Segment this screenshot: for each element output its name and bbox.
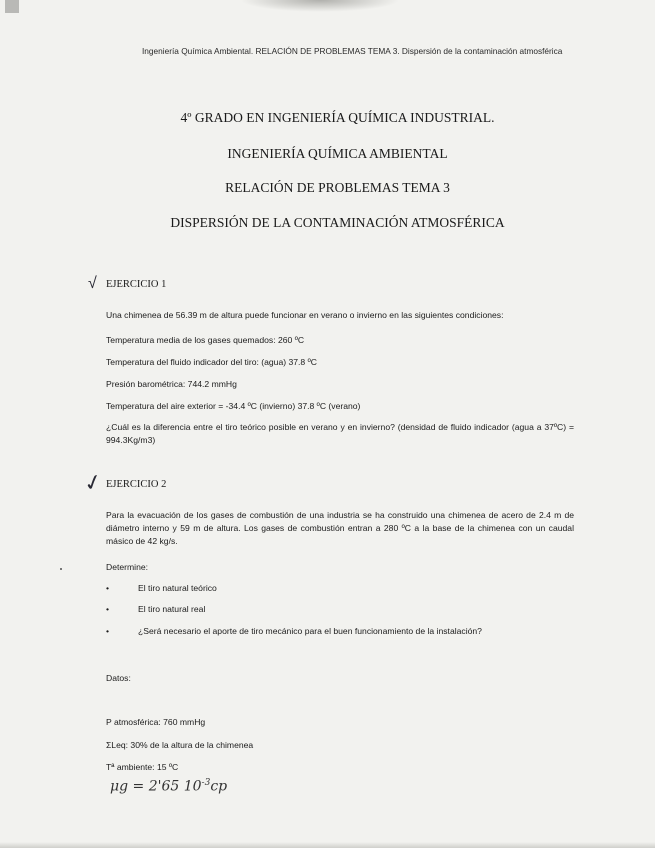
ex1-question: ¿Cuál es la diferencia entre el tiro teórico posible en verano y en invierno? (densidad de fluido indicador (agua a 37ºC) = 994.3Kg/m3): [106, 422, 574, 445]
check-mark-1: √: [88, 275, 97, 292]
title-degree: 4º GRADO EN INGENIERÍA QUÍMICA INDUSTRIAL.: [180, 110, 495, 125]
handwritten-exponent: -3: [201, 778, 211, 788]
title-subject: INGENIERÍA QUÍMICA AMBIENTAL: [227, 146, 448, 161]
ex1-fluid-temp: Temperatura del fluido indicador del tiro: (agua) 37.8 ºC: [106, 357, 317, 367]
exercise-1-heading: EJERCICIO 1: [106, 279, 167, 290]
ex1-pressure: Presión barométrica: 744.2 mmHg: [106, 379, 237, 389]
scan-shadow: [240, 0, 400, 12]
ex2-item-text: ¿Será necesario el aporte de tiro mecánico para el buen funcionamiento de la instalación?: [138, 626, 482, 636]
handwritten-viscosity-note: [110, 778, 227, 795]
ex2-item-text: El tiro natural real: [138, 604, 206, 614]
title-topic: DISPERSIÓN DE LA CONTAMINACIÓN ATMOSFÉRICA: [170, 215, 505, 230]
scan-corner-mark: [5, 0, 19, 13]
ex2-p-atm: P atmosférica: 760 mmHg: [106, 717, 206, 727]
stray-scan-dot: [60, 568, 62, 570]
handwritten-unit: cp: [210, 778, 228, 795]
ex2-data-label: Datos:: [106, 673, 131, 683]
ex2-leq: ΣLeq: 30% de la altura de la chimenea: [106, 740, 254, 750]
bullet-dot: •: [106, 626, 110, 636]
ex1-intro: Una chimenea de 56.39 m de altura puede funcionar en verano o invierno en las siguientes condiciones:: [106, 310, 504, 320]
check-mark-2: ✓: [80, 468, 106, 497]
ex2-item-text: El tiro natural teórico: [138, 583, 217, 593]
ex2-determine: Determine:: [106, 562, 149, 572]
ex1-air-temp: Temperatura del aire exterior = -34.4 ºC (invierno) 37.8 ºC (verano): [106, 401, 361, 411]
page-bottom-edge: [0, 842, 655, 848]
handwritten-base: μg = 2'65 10: [110, 778, 202, 795]
exercise-2-heading: EJERCICIO 2: [106, 479, 167, 490]
bullet-dot: •: [106, 583, 110, 593]
running-header: Ingeniería Química Ambiental. RELACIÓN DE PROBLEMAS TEMA 3. Dispersión de la contaminación atmosférica: [142, 46, 563, 56]
ex2-t-amb: Tª ambiente: 15 ºC: [106, 762, 179, 772]
title-problem-set: RELACIÓN DE PROBLEMAS TEMA 3: [225, 180, 450, 195]
bullet-dot: •: [106, 604, 110, 614]
ex1-gas-temp: Temperatura media de los gases quemados: 260 ºC: [106, 335, 305, 345]
ex2-statement: Para la evacuación de los gases de combustión de una industria se ha construido una chimenea de acero de 2.4 m de diámetro interno y 59 m de altura. Los gases de combustión entran a 280 ºC a la base de la chimenea con un caudal másico de 42 kg/s.: [106, 510, 574, 546]
